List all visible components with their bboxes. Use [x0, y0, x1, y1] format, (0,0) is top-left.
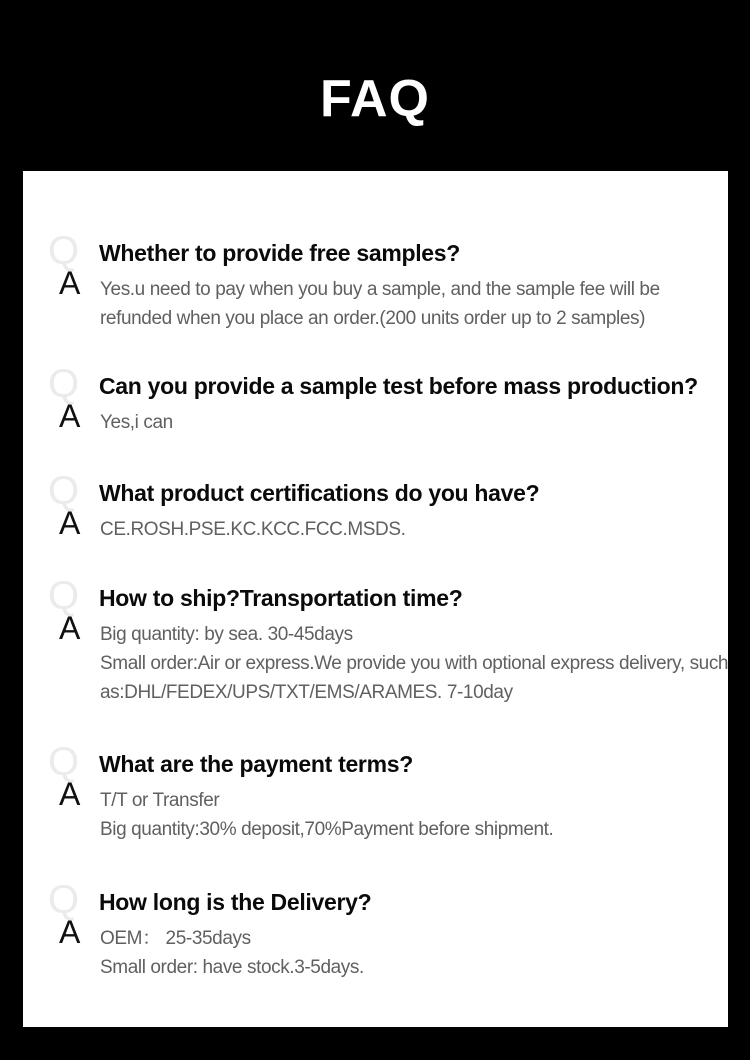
answer-line: T/T or Transfer: [100, 790, 220, 811]
answer-text: [100, 620, 729, 707]
answer-marker: A: [59, 610, 81, 646]
question-marker: Q: [48, 229, 80, 273]
answer-line: Yes,i can: [100, 412, 173, 433]
answer-line: OEM： 25-35days: [100, 928, 251, 949]
question-text: How long is the Delivery?: [99, 889, 372, 915]
question-marker: Q: [48, 740, 80, 784]
answer-text: [100, 408, 722, 437]
answer-line: Small order:Air or express.We provide you with optional express delivery, such: [100, 653, 729, 674]
question-text: What are the payment terms?: [99, 751, 413, 777]
answer-marker: A: [59, 265, 81, 301]
question-text: What product certifications do you have?: [99, 480, 540, 506]
answer-line: Big quantity: by sea. 30-45days: [100, 624, 353, 645]
answer-marker: A: [59, 776, 81, 812]
answer-text: [100, 515, 722, 544]
question-marker: Q: [48, 362, 80, 406]
answer-text: [100, 924, 722, 982]
question-text: Whether to provide free samples?: [99, 240, 461, 266]
answer-line: Small order: have stock.3-5days.: [100, 957, 364, 978]
answer-line: CE.ROSH.PSE.KC.KCC.FCC.MSDS.: [100, 519, 406, 540]
answer-text: [100, 275, 722, 333]
answer-marker: A: [59, 398, 81, 434]
question-text: Can you provide a sample test before mass production?: [99, 373, 698, 399]
answer-line: refunded when you place an order.(200 units order up to 2 samples): [100, 308, 646, 329]
answer-line: as:DHL/FEDEX/UPS/TXT/EMS/ARAMES. 7-10day: [100, 682, 513, 703]
answer-marker: A: [59, 914, 81, 950]
answer-line: Yes.u need to pay when you buy a sample, and the sample fee will be: [100, 279, 660, 300]
question-marker: Q: [48, 878, 80, 922]
answer-marker: A: [59, 505, 81, 541]
question-marker: Q: [48, 469, 80, 513]
page-title: FAQ: [320, 70, 430, 128]
question-marker: Q: [48, 574, 80, 618]
answer-line: Big quantity:30% deposit,70%Payment before shipment.: [100, 819, 554, 840]
answer-text: [100, 786, 722, 844]
faq-card: [23, 171, 728, 1027]
question-text: How to ship?Transportation time?: [99, 585, 463, 611]
